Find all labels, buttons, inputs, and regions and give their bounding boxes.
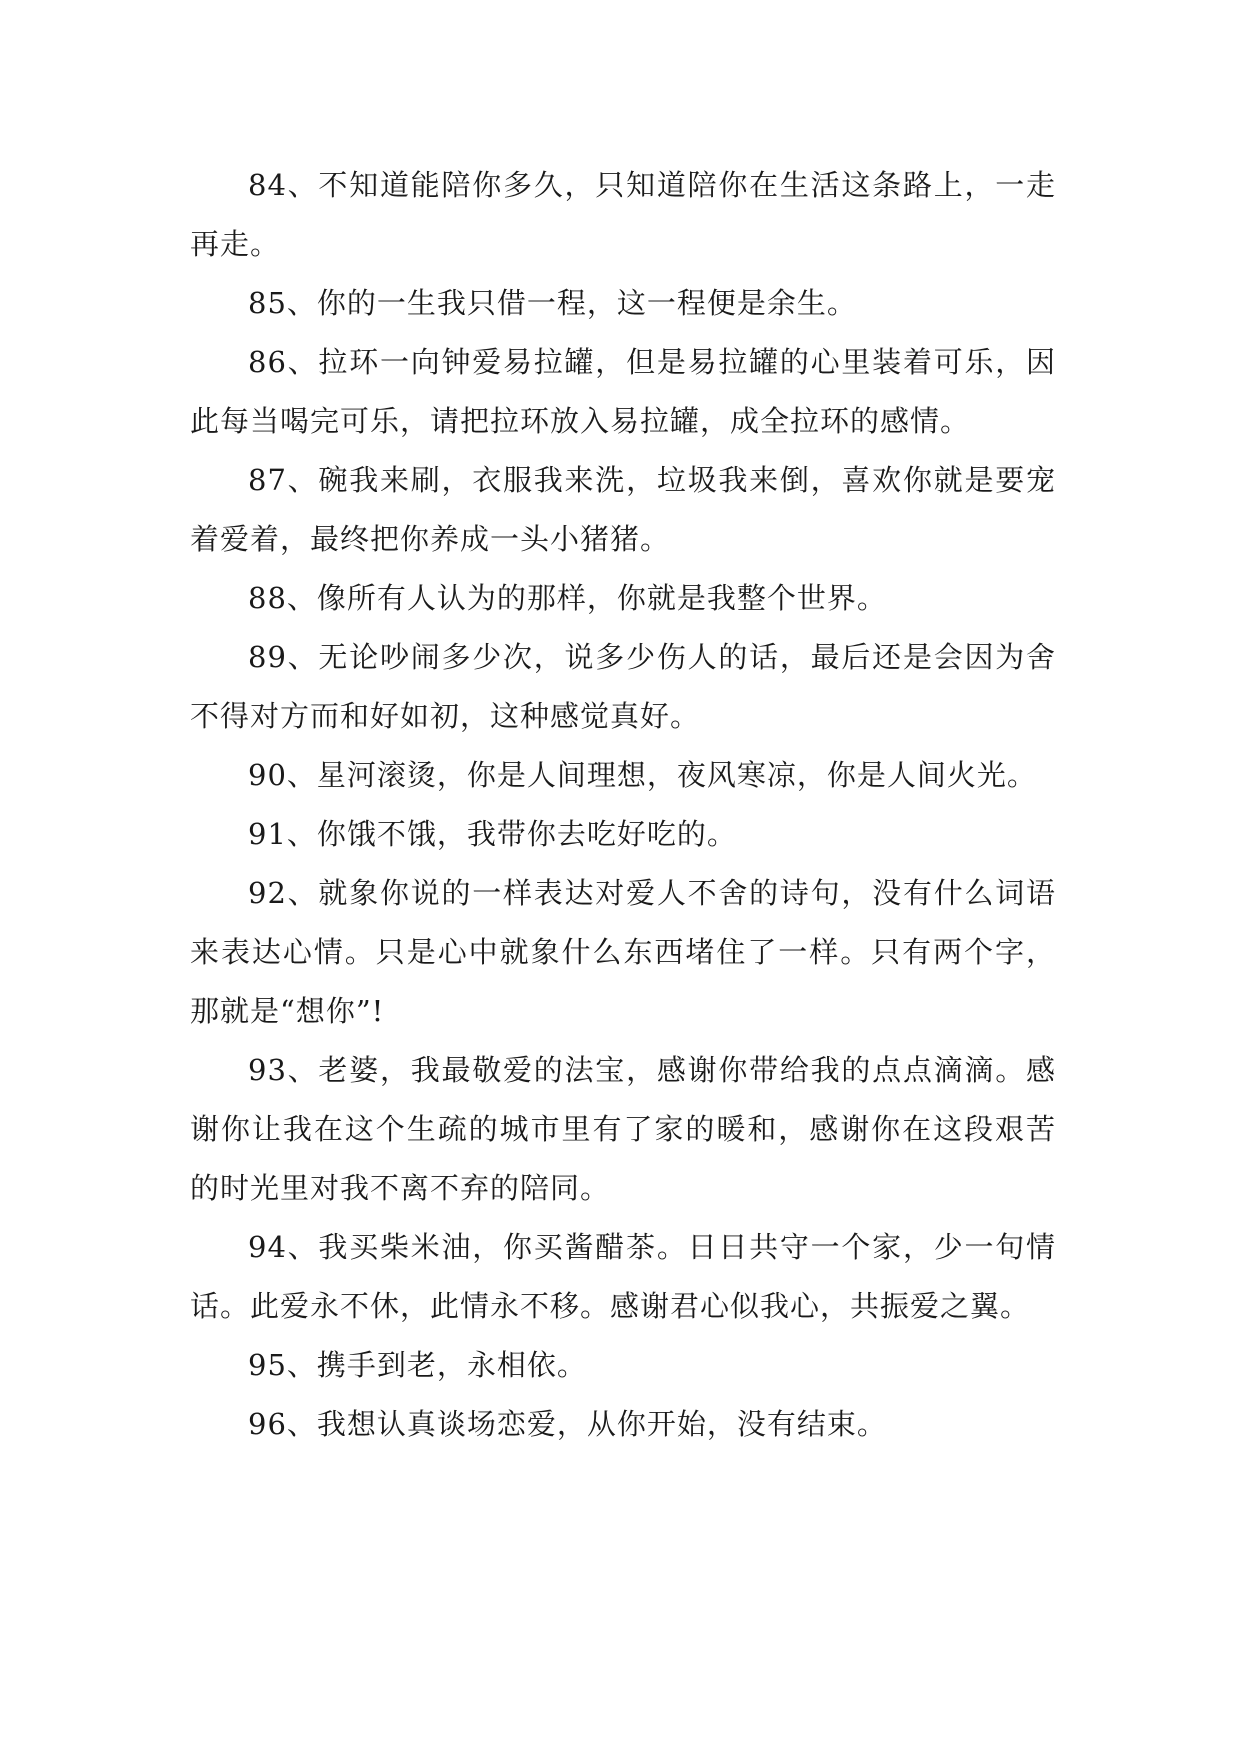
paragraph-87: 87、碗我来刷，衣服我来洗，垃圾我来倒，喜欢你就是要宠着爱着，最终把你养成一头小猪猪。 <box>190 463 1056 556</box>
paragraph-95: 95、携手到老，永相依。 <box>248 1348 587 1382</box>
paragraph-88: 88、像所有人认为的那样，你就是我整个世界。 <box>248 581 887 615</box>
document-body <box>190 156 1056 1454</box>
paragraph-84: 84、不知道能陪你多久，只知道陪你在生活这条路上，一走再走。 <box>190 168 1056 261</box>
paragraph-96: 96、我想认真谈场恋爱，从你开始，没有结束。 <box>248 1407 887 1441</box>
paragraph-93: 93、老婆，我最敬爱的法宝，感谢你带给我的点点滴滴。感谢你让我在这个生疏的城市里有了家的暖和，感谢你在这段艰苦的时光里对我不离不弃的陪同。 <box>190 1053 1056 1205</box>
paragraph-91: 91、你饿不饿，我带你去吃好吃的。 <box>248 817 737 851</box>
paragraph-92: 92、就象你说的一样表达对爱人不舍的诗句，没有什么词语来表达心情。只是心中就象什么东西堵住了一样。只有两个字，那就是“想你”! <box>190 876 1056 1028</box>
paragraph-85: 85、你的一生我只借一程，这一程便是余生。 <box>248 286 857 320</box>
paragraph-94: 94、我买柴米油，你买酱醋茶。日日共守一个家，少一句情话。此爱永不休，此情永不移。感谢君心似我心，共振爱之翼。 <box>190 1230 1056 1323</box>
paragraph-86: 86、拉环一向钟爱易拉罐，但是易拉罐的心里装着可乐，因此每当喝完可乐，请把拉环放入易拉罐，成全拉环的感情。 <box>190 345 1056 438</box>
paragraph-90: 90、星河滚烫，你是人间理想，夜风寒凉，你是人间火光。 <box>248 758 1037 792</box>
paragraph-89: 89、无论吵闹多少次，说多少伤人的话，最后还是会因为舍不得对方而和好如初，这种感觉真好。 <box>190 640 1056 733</box>
